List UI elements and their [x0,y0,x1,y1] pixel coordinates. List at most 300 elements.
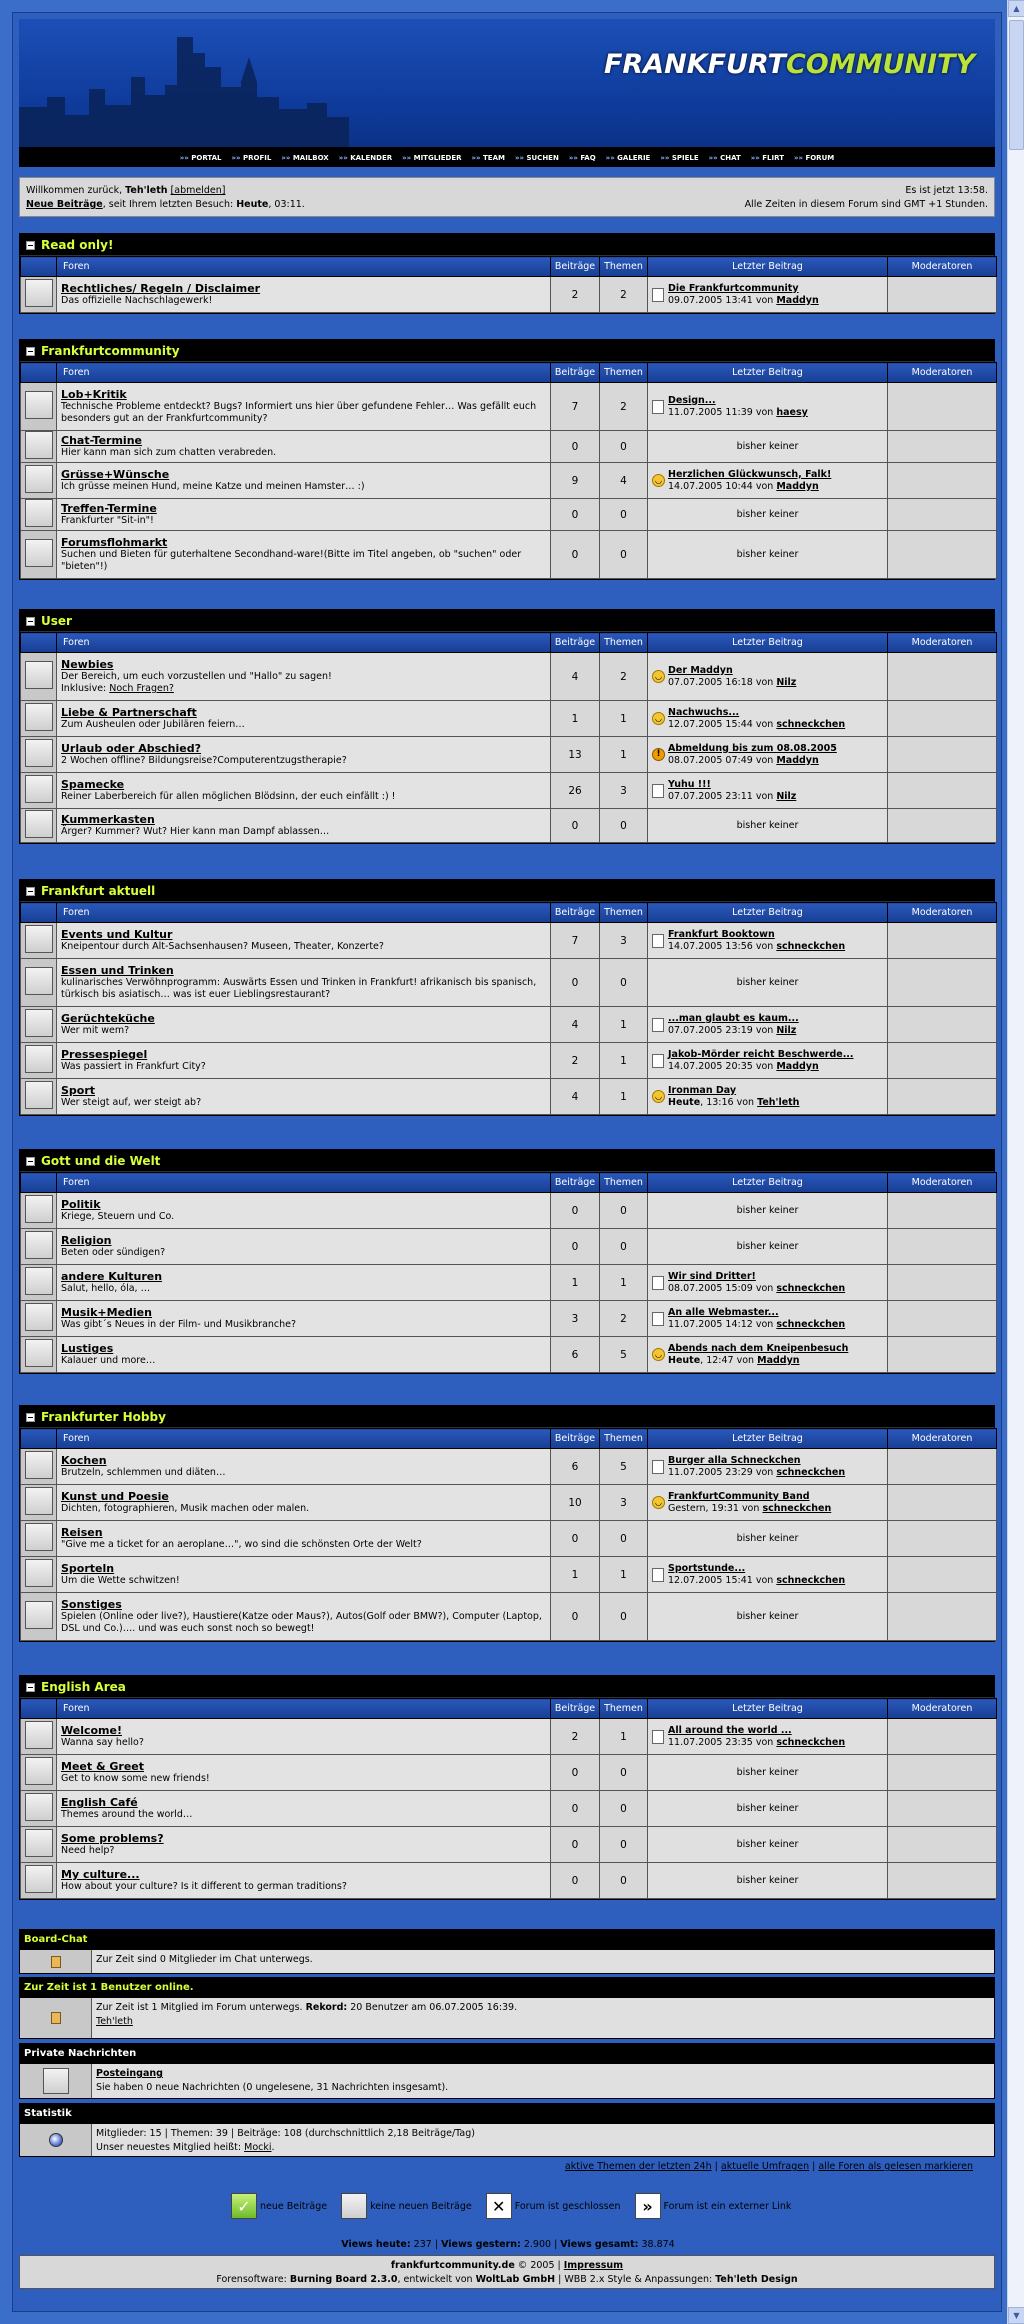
forum-description: Need help? [61,1845,115,1856]
last-post-cell [648,431,888,463]
forum-description: kulinarisches Verwöhnprogramm: Auswärts Essen und Trinken in Frankfurt! afrikanisch bis spanisch, türkisch bis asiatisch… was ist euer Lieblingsrestaurant? [61,977,537,1000]
forum-status-cell [21,809,57,843]
last-post-cell [648,1301,888,1337]
forum-link[interactable]: Some problems? [61,1832,164,1845]
last-post-cell [648,1007,888,1043]
no-posts-text: bisher keiner [736,1838,799,1850]
posts-header: Beiträge [551,1173,600,1193]
forum-status-cell [21,463,57,499]
last-post-link[interactable]: All around the world ... [668,1724,792,1736]
smiley-icon: ◡ [652,712,665,725]
thread-count: 0 [600,959,648,1007]
moderators-header: Moderatoren [888,903,997,923]
forum-row [21,431,997,463]
last-post-user[interactable]: Nilz [776,676,797,688]
post-page-icon [652,1276,664,1290]
forum-link[interactable]: Kochen [61,1454,107,1467]
thread-count: 0 [600,1229,648,1265]
last-post-link[interactable]: Sportstunde... [668,1562,746,1574]
last-post-link[interactable]: Yuhu !!! [668,778,711,790]
nav-team[interactable]: »» TEAM [472,154,505,162]
nav-galerie[interactable]: »» GALERIE [606,154,651,162]
site-footer [19,2255,995,2289]
category-name: English Area [41,1680,126,1694]
post-page-icon [652,784,664,798]
forum-link[interactable]: My culture... [61,1868,140,1881]
last-post-user[interactable]: Nilz [776,790,797,802]
post-count: 0 [551,1863,600,1899]
forum-link[interactable]: Events und Kultur [61,928,173,941]
thread-count: 1 [600,1557,648,1593]
last-post-user[interactable]: schneckchen [776,1282,846,1294]
site-header [19,19,995,167]
forum-link[interactable]: Spamecke [61,778,125,791]
footer-site: frankfurtcommunity.de [390,2260,515,2271]
nav-spiele[interactable]: »» SPIELE [660,154,698,162]
last-post-cell [648,923,888,959]
forum-link[interactable]: Pressespiegel [61,1048,148,1061]
last-post-cell [648,1791,888,1827]
icon-header [21,1173,57,1193]
footer-software-label: Forensoftware: [216,2274,290,2285]
last-post-link[interactable]: Design... [668,394,716,406]
by-label: von [755,1282,774,1294]
forum-status-cell [21,1755,57,1791]
forum-description: Ich grüsse meinen Hund, meine Katze und meinen Hamster… :) [61,481,365,492]
category-name: Frankfurt aktuell [41,884,156,898]
logout-link[interactable]: [abmelden] [170,185,226,196]
forum-info [57,1449,551,1485]
last-visit-time: , 03:11. [268,199,305,210]
last-post-user[interactable]: schneckchen [762,1502,832,1514]
thread-count: 0 [600,1863,648,1899]
moderators-cell [888,959,997,1007]
forum-info [57,959,551,1007]
by-label: von [736,1096,755,1108]
moderators-cell [888,1593,997,1641]
category-title[interactable] [20,1406,994,1428]
last-post-link[interactable]: Burger alla Schneckchen [668,1454,801,1466]
welcome-bar [19,177,995,217]
forum-link[interactable]: Sonstiges [61,1598,122,1611]
forums-header: Foren [57,1173,551,1193]
no-new-posts-icon [25,539,53,567]
forum-link[interactable]: Treffen-Termine [61,502,157,515]
forums-header: Foren [57,1699,551,1719]
nav-forum[interactable]: »» FORUM [794,154,834,162]
posts-header: Beiträge [551,1429,600,1449]
thread-count: 2 [600,1301,648,1337]
post-count: 2 [551,277,600,313]
subforum-link[interactable]: Noch Fragen? [109,683,174,694]
last-post-link[interactable]: Der Maddyn [668,664,733,676]
forum-status-cell [21,923,57,959]
forum-status-cell [21,1079,57,1115]
last-post-header: Letzter Beitrag [648,903,888,923]
last-post-user[interactable]: Maddyn [776,294,819,306]
last-post-link[interactable]: Abmeldung bis zum 08.08.2005 [668,742,837,754]
last-post-user[interactable]: Nilz [776,1024,797,1036]
last-post-user[interactable]: schneckchen [776,1736,846,1748]
forum-status-cell [21,1193,57,1229]
post-count: 7 [551,383,600,431]
forum-description: 2 Wochen offline? Bildungsreise?Computerentzugstherapie? [61,755,347,766]
last-post-user[interactable]: schneckchen [776,940,846,952]
category-name: Frankfurtcommunity [41,344,180,358]
icon-header [21,1429,57,1449]
collapse-icon[interactable] [26,1413,35,1422]
last-post-cell [648,1079,888,1115]
nav-flirt[interactable]: »» FLIRT [751,154,784,162]
last-post-cell [648,277,888,313]
smiley-icon: ◡ [652,1090,665,1103]
last-post-link[interactable]: Ironman Day [668,1084,737,1096]
last-post-cell [648,701,888,737]
post-count: 0 [551,531,600,579]
last-post-user[interactable]: schneckchen [776,718,846,730]
moderators-cell [888,1863,997,1899]
forum-link[interactable]: Newbies [61,658,114,671]
moderators-cell [888,701,997,737]
category-name: Frankfurter Hobby [41,1410,166,1424]
forum-status-cell [21,1521,57,1557]
new-posts-icon: ✓ [231,2193,257,2219]
no-new-posts-icon [25,1303,53,1331]
forum-link[interactable]: Lustiges [61,1342,114,1355]
last-post-date: Gestern, 19:31 [668,1502,739,1514]
last-post-link[interactable]: Jakob-Mörder reicht Beschwerde... [668,1048,854,1060]
scroll-up-icon[interactable]: ▲ [1008,0,1024,17]
last-post-header: Letzter Beitrag [648,363,888,383]
no-new-posts-icon [25,925,53,953]
last-post-link[interactable]: Nachwuchs... [668,706,740,718]
forum-link[interactable]: Meet & Greet [61,1760,145,1773]
site-logo[interactable]: FRANKFURTCOMMUNITY [603,49,975,80]
legend-new: neue Beiträge [260,2200,328,2212]
forum-row [21,1043,997,1079]
last-post-link[interactable]: Herzlichen Glückwunsch, Falk! [668,468,832,480]
post-count: 0 [551,499,600,531]
forum-link[interactable]: Grüsse+Wünsche [61,468,170,481]
forum-category [19,233,995,314]
nav-profil[interactable]: »» PROFIL [232,154,272,162]
forum-info [57,1827,551,1863]
forum-link[interactable]: Liebe & Partnerschaft [61,706,197,719]
category-title[interactable] [20,1150,994,1172]
forum-link[interactable]: Forumsflohmarkt [61,536,168,549]
posts-header: Beiträge [551,903,600,923]
moderators-cell [888,1485,997,1521]
thread-count: 4 [600,463,648,499]
thread-count: 1 [600,1043,648,1079]
by-label: von [755,718,774,730]
forum-description-extra [61,683,546,695]
collapse-icon[interactable] [26,1157,35,1166]
views-today-label: Views heute: [341,2239,411,2250]
last-post-cell [648,499,888,531]
forum-link[interactable]: Gerüchteküche [61,1012,155,1025]
forum-row [21,1557,997,1593]
last-post-user[interactable]: Maddyn [776,1060,819,1072]
post-count: 4 [551,1007,600,1043]
vertical-scrollbar[interactable] [1007,0,1024,2324]
forum-description: Spielen (Online oder live?), Haustiere(Katze oder Maus?), Autos(Golf oder BMW?), Computer (Laptop, DSL und Co.)…. und was euch sonst noch so bewegt! [61,1611,542,1634]
posts-header: Beiträge [551,633,600,653]
forum-info [57,431,551,463]
post-count: 6 [551,1337,600,1373]
forum-info [57,277,551,313]
last-post-cell [648,1337,888,1373]
no-new-posts-icon [25,703,53,731]
no-posts-text: bisher keiner [736,548,799,560]
last-post-cell [648,1863,888,1899]
nav-chat[interactable]: »» CHAT [709,154,741,162]
forum-link[interactable]: Welcome! [61,1724,122,1737]
no-new-posts-icon [25,967,53,995]
forum-row [21,1791,997,1827]
last-post-link[interactable]: Abends nach dem Kneipenbesuch [668,1342,849,1354]
icon-header [21,257,57,277]
no-new-posts-icon [25,1487,53,1515]
forum-info [57,737,551,773]
moderators-header: Moderatoren [888,633,997,653]
views-total: 38.874 [638,2239,675,2250]
no-new-posts-icon [341,2193,367,2219]
thread-count: 0 [600,809,648,843]
nav-mitglieder[interactable]: »» MITGLIEDER [402,154,461,162]
online-user-link[interactable]: Teh'leth [96,2016,133,2027]
no-new-posts-icon [25,1045,53,1073]
forum-status-cell [21,653,57,701]
current-time: Es ist jetzt 13:58. [905,185,988,196]
moderators-cell [888,1557,997,1593]
forum-link[interactable]: English Café [61,1796,138,1809]
last-post-link[interactable]: FrankfurtCommunity Band [668,1490,810,1502]
nav-kalender[interactable]: »» KALENDER [339,154,392,162]
forum-link[interactable]: Sporteln [61,1562,115,1575]
thread-count: 1 [600,701,648,737]
moderators-cell [888,431,997,463]
last-post-cell [648,959,888,1007]
post-page-icon [652,1054,664,1068]
nav-portal[interactable]: »» PORTAL [180,154,222,162]
forum-row [21,531,997,579]
forum-info [57,531,551,579]
forum-row [21,1827,997,1863]
record-text: 20 Benutzer am 06.07.2005 16:39. [347,2002,518,2013]
last-post-link[interactable]: Die Frankfurtcommunity [668,282,799,294]
online-users-box [19,1977,995,2039]
forum-info [57,1079,551,1115]
moderators-cell [888,383,997,431]
no-new-posts-icon [25,1865,53,1893]
forum-info [57,1791,551,1827]
post-count: 2 [551,1719,600,1755]
moderators-cell [888,1719,997,1755]
collapse-icon[interactable] [26,241,35,250]
forum-link[interactable]: Politik [61,1198,101,1211]
post-count: 0 [551,431,600,463]
forum-link[interactable]: Musik+Medien [61,1306,152,1319]
collapse-icon[interactable] [26,617,35,626]
smiley-icon: ◡ [652,670,665,683]
category-title[interactable] [20,880,994,902]
collapse-icon[interactable] [26,887,35,896]
forum-link[interactable]: Rechtliches/ Regeln / Disclaimer [61,282,261,295]
forum-info [57,701,551,737]
no-new-posts-icon [25,465,53,493]
scroll-down-icon[interactable]: ▼ [1008,2307,1024,2324]
polls-link[interactable]: aktuelle Umfragen [720,2161,810,2172]
thread-count: 0 [600,1827,648,1863]
last-post-date: , 13:16 [700,1096,734,1108]
forum-link[interactable]: Religion [61,1234,112,1247]
forum-row [21,737,997,773]
impressum-link[interactable]: Impressum [563,2260,624,2271]
last-post-cell [648,809,888,843]
last-post-date: 07.07.2005 16:18 [668,676,753,688]
category-title[interactable] [20,234,994,256]
footer-woltlab: WoltLab GmbH [475,2274,556,2285]
views-today: 237 | [410,2239,442,2250]
last-post-link[interactable]: ...man glaubt es kaum... [668,1012,799,1024]
collapse-icon[interactable] [26,347,35,356]
last-post-link[interactable]: Wir sind Dritter! [668,1270,756,1282]
nav-suchen[interactable]: »» SUCHEN [515,154,559,162]
last-post-user[interactable]: schneckchen [776,1574,846,1586]
post-count: 1 [551,1557,600,1593]
last-post-user[interactable]: schneckchen [776,1466,846,1478]
last-post-date-day: Heute [668,1096,701,1108]
last-post-user[interactable]: schneckchen [776,1318,846,1330]
forum-row [21,701,997,737]
newest-member-link[interactable]: Mocki [244,2142,272,2153]
nav-faq[interactable]: »» FAQ [569,154,596,162]
forum-status-cell [21,499,57,531]
forum-status-cell [21,773,57,809]
no-posts-text: bisher keiner [736,1802,799,1814]
forum-link[interactable]: Sport [61,1084,96,1097]
by-label: von [755,1466,774,1478]
chat-icon [20,1950,92,1973]
forum-link[interactable]: andere Kulturen [61,1270,163,1283]
forum-description: Zum Ausheulen oder Jubilären feiern… [61,719,245,730]
no-new-posts-icon [25,1339,53,1367]
inbox-link[interactable]: Posteingang [96,2068,163,2079]
category-title[interactable] [20,610,994,632]
last-post-link[interactable]: An alle Webmaster... [668,1306,779,1318]
forum-info [57,499,551,531]
forum-link[interactable]: Reisen [61,1526,103,1539]
forum-status-cell [21,701,57,737]
forum-info [57,1301,551,1337]
collapse-icon[interactable] [26,1683,35,1692]
no-posts-text: bisher keiner [736,1766,799,1778]
moderators-cell [888,277,997,313]
forum-link[interactable]: Essen und Trinken [61,964,174,977]
last-post-cell [648,1229,888,1265]
forum-link[interactable]: Kummerkasten [61,813,155,826]
forum-row [21,1193,997,1229]
last-post-user[interactable]: Teh'leth [757,1096,800,1108]
post-count: 0 [551,1791,600,1827]
forum-info [57,1007,551,1043]
forum-description: Salut, hello, óla, … [61,1283,151,1294]
by-label: von [755,754,774,766]
forum-description: Kriege, Steuern und Co. [61,1211,175,1222]
forum-category [19,1149,995,1374]
thread-count: 5 [600,1337,648,1373]
posts-header: Beiträge [551,257,600,277]
moderators-header: Moderatoren [888,1429,997,1449]
by-label: von [755,790,774,802]
nav-mailbox[interactable]: »» MAILBOX [281,154,328,162]
scroll-thumb[interactable] [1009,20,1024,150]
link-separator: | [809,2161,819,2172]
forum-link[interactable]: Urlaub oder Abschied? [61,742,202,755]
record-label: Rekord: [305,2002,348,2013]
forum-info [57,773,551,809]
last-post-date: 08.07.2005 07:49 [668,754,753,766]
last-post-header: Letzter Beitrag [648,1699,888,1719]
last-post-user[interactable]: haesy [776,406,808,418]
by-label: von [736,1354,755,1366]
last-post-cell [648,1193,888,1229]
no-new-posts-icon [25,1523,53,1551]
inbox-icon[interactable] [20,2064,92,2098]
active-threads-link[interactable]: aktive Themen der letzten 24h [564,2161,712,2172]
last-post-user[interactable]: Maddyn [776,754,819,766]
forum-status-cell [21,1863,57,1899]
no-posts-text: bisher keiner [736,508,799,520]
forum-info [57,1863,551,1899]
forum-row [21,277,997,313]
last-post-date: 09.07.2005 13:41 [668,294,753,306]
category-title[interactable] [20,1676,994,1698]
forum-link[interactable]: Kunst und Poesie [61,1490,169,1503]
forum-description: Reiner Laberbereich für allen möglichen Blödsinn, der euch einfällt :) ! [61,791,396,802]
last-post-link[interactable]: Frankfurt Booktown [668,928,775,940]
no-new-posts-icon [25,775,53,803]
thread-count: 1 [600,1265,648,1301]
online-icon [20,1998,92,2038]
forum-link[interactable]: Lob+Kritik [61,388,127,401]
username[interactable]: Teh'leth [125,185,168,196]
category-title[interactable] [20,340,994,362]
mark-read-link[interactable]: alle Foren als gelesen markieren [818,2161,973,2172]
category-name: Gott und die Welt [41,1154,161,1168]
thread-count: 0 [600,1791,648,1827]
moderators-cell [888,1449,997,1485]
last-post-date: 08.07.2005 15:09 [668,1282,753,1294]
pm-text: Sie haben 0 neue Nachrichten (0 ungelesene, 31 Nachrichten insgesamt). [96,2082,449,2093]
thread-count: 2 [600,653,648,701]
views-yesterday-label: Views gestern: [441,2239,521,2250]
thread-count: 0 [600,499,648,531]
last-post-user[interactable]: Maddyn [757,1354,800,1366]
forum-row [21,1079,997,1115]
quick-links [565,2161,973,2172]
moderators-cell [888,1043,997,1079]
thread-count: 0 [600,1593,648,1641]
by-label: von [755,1318,774,1330]
last-post-user[interactable]: Maddyn [776,480,819,492]
moderators-cell [888,1755,997,1791]
forum-link[interactable]: Chat-Termine [61,434,142,447]
last-visit: Heute [236,199,269,210]
new-posts-link[interactable]: Neue Beiträge [26,199,103,210]
views-yesterday: 2.900 | [520,2239,561,2250]
